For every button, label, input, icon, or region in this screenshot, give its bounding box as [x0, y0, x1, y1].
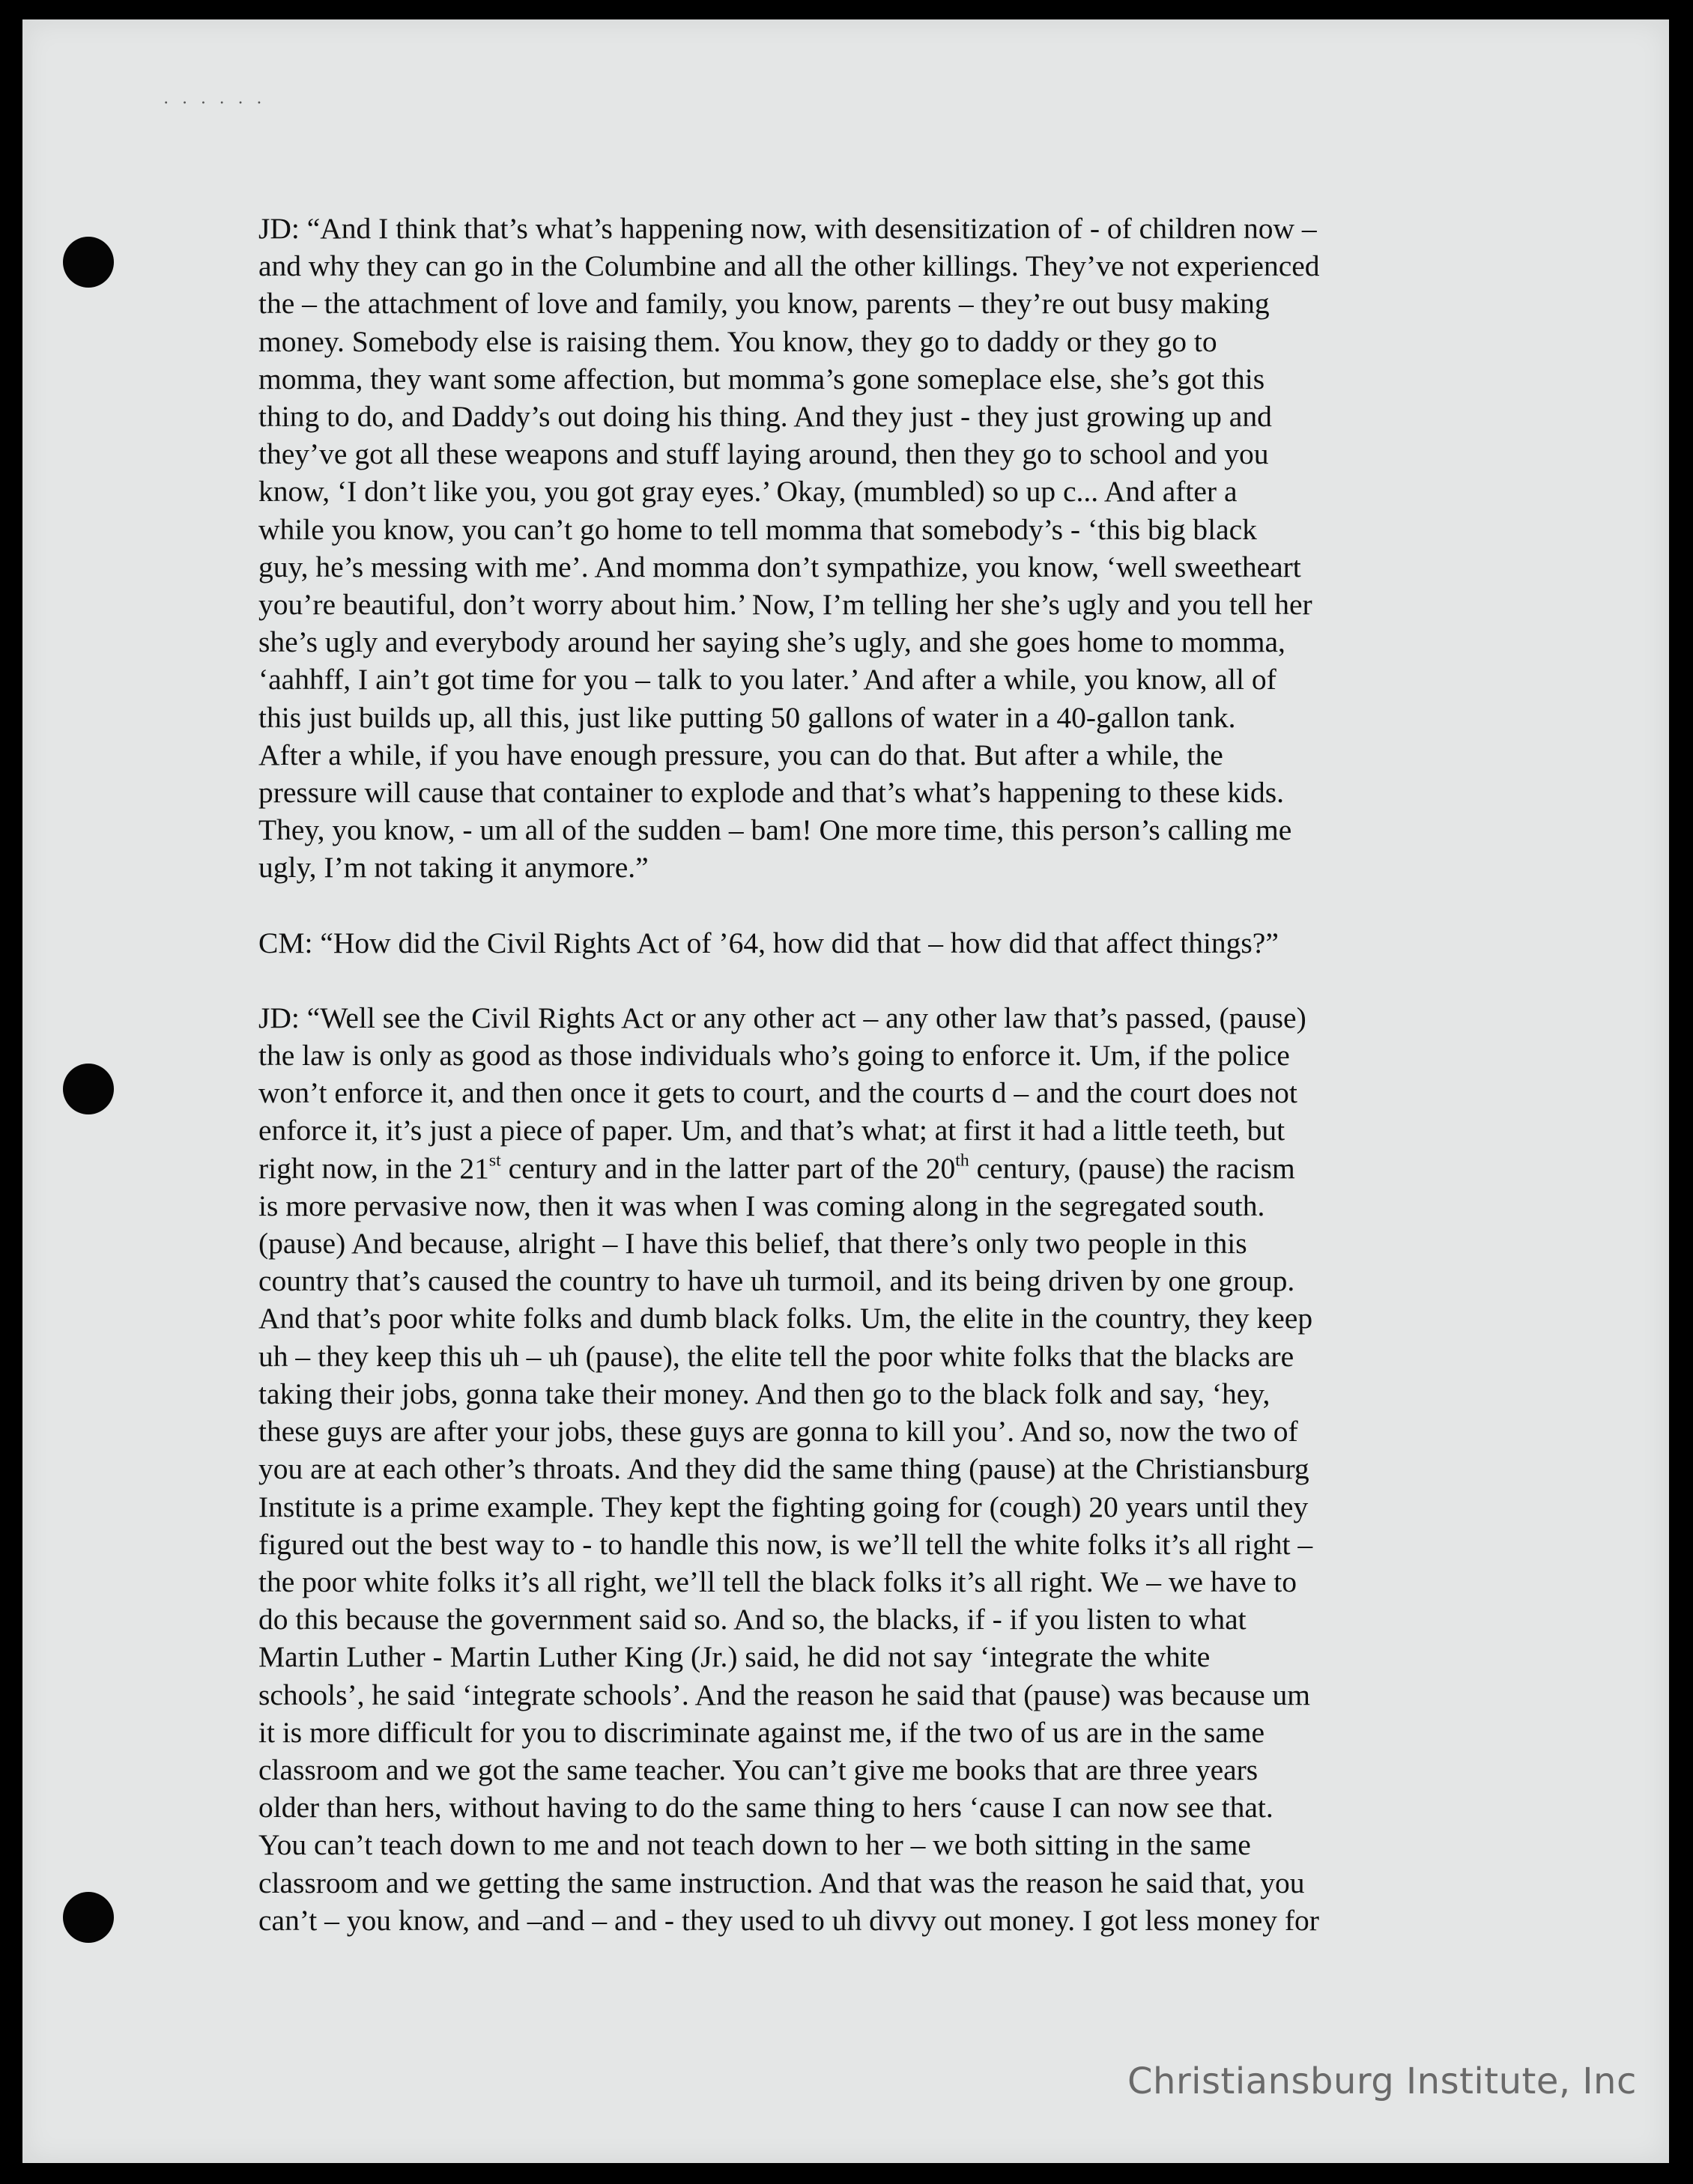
text-line: thing to do, and Daddy’s out doing his thing. And they just - they just growing up and	[258, 400, 1272, 434]
transcript-text	[258, 210, 1442, 1977]
text-line: you’re beautiful, don’t worry about him.’ Now, I’m telling her she’s ugly and you tell her	[258, 588, 1312, 622]
text-line: You can’t teach down to me and not teach down to her – we both sitting in the same	[258, 1828, 1251, 1862]
text-line: won’t enforce it, and then once it gets to court, and the courts d – and the court does not	[258, 1076, 1297, 1110]
text-line: figured out the best way to - to handle this now, is we’ll tell the white folks it’s all right –	[258, 1527, 1313, 1561]
text-line: country that’s caused the country to have uh turmoil, and its being driven by one group.	[258, 1264, 1295, 1298]
text-line: it is more difficult for you to discriminate against me, if the two of us are in the same	[258, 1715, 1265, 1749]
paragraph-jd-2	[258, 999, 1442, 1939]
text-line: can’t – you know, and –and – and - they used to uh divvy out money. I got less money for	[258, 1903, 1319, 1937]
paragraph-cm-question	[258, 924, 1442, 962]
binder-hole-top	[63, 237, 114, 288]
text-line: is more pervasive now, then it was when I was coming along in the segregated south.	[258, 1189, 1265, 1222]
text-line: Institute is a prime example. They kept the fighting going for (cough) 20 years until they	[258, 1490, 1309, 1523]
text-line: and why they can go in the Columbine and all the other killings. They’ve not experienced	[258, 249, 1320, 283]
text-line: you are at each other’s throats. And they did the same thing (pause) at the Christiansburg	[258, 1452, 1309, 1486]
text-line: right now, in the 21st century and in the latter part of the 20th century, (pause) the racism	[258, 1150, 1295, 1185]
text-line: Martin Luther - Martin Luther King (Jr.) said, he did not say ‘integrate the white	[258, 1640, 1211, 1674]
text-line: After a while, if you have enough pressure, you can do that. But after a while, the	[258, 738, 1223, 771]
text-line: the – the attachment of love and family, you know, parents – they’re out busy making	[258, 287, 1270, 321]
text-line: older than hers, without having to do the same thing to hers ‘cause I can now see that.	[258, 1791, 1273, 1824]
paper-specks: ․ ․ ․ ․ ․ ․	[163, 88, 267, 107]
text-line: (pause) And because, alright – I have this belief, that there’s only two people in this	[258, 1227, 1247, 1261]
text-line: And that’s poor white folks and dumb black folks. Um, the elite in the country, they keep	[258, 1302, 1313, 1335]
text-line: schools’, he said ‘integrate schools’. And the reason he said that (pause) was because um	[258, 1678, 1311, 1711]
text-line: JD: “And I think that’s what’s happening now, with desensitization of - of children now –	[258, 212, 1317, 245]
text-line: the poor white folks it’s all right, we’ll tell the black folks it’s all right. We – we have to	[258, 1565, 1297, 1598]
text-line: classroom and we getting the same instruction. And that was the reason he said that, you	[258, 1866, 1305, 1899]
text-line: They, you know, - um all of the sudden – bam! One more time, this person’s calling me	[258, 813, 1292, 847]
text-line: uh – they keep this uh – uh (pause), the elite tell the poor white folks that the blacks are	[258, 1339, 1294, 1373]
text-line: momma, they want some affection, but momma’s gone someplace else, she’s got this	[258, 362, 1265, 395]
paragraph-jd-1	[258, 210, 1442, 887]
text-line: pressure will cause that container to explode and that’s what’s happening to these kids.	[258, 776, 1284, 810]
text-line: money. Somebody else is raising them. You know, they go to daddy or they go to	[258, 324, 1217, 358]
watermark: Christiansburg Institute, Inc	[1127, 2060, 1637, 2102]
text-line: this just builds up, all this, just like putting 50 gallons of water in a 40-gallon tank.	[258, 700, 1236, 734]
text-line: while you know, you can’t go home to tell momma that somebody’s - ‘this big black	[258, 512, 1257, 546]
text-line: these guys are after your jobs, these guys are gonna to kill you’. And so, now the two of	[258, 1415, 1298, 1449]
text-line: ugly, I’m not taking it anymore.”	[258, 851, 649, 885]
text-line: classroom and we got the same teacher. You can’t give me books that are three years	[258, 1753, 1259, 1786]
text-line: guy, he’s messing with me’. And momma don’t sympathize, you know, ‘well sweetheart	[258, 550, 1301, 583]
text-line: know, ‘I don’t like you, you got gray eyes.’ Okay, (mumbled) so up c... And after a	[258, 475, 1238, 509]
binder-hole-middle	[63, 1064, 114, 1114]
text-line: CM: “How did the Civil Rights Act of ’64, how did that – how did that affect things?”	[258, 926, 1279, 959]
text-line: the law is only as good as those individuals who’s going to enforce it. Um, if the police	[258, 1039, 1290, 1073]
binder-hole-bottom	[63, 1892, 114, 1943]
text-line: taking their jobs, gonna take their money. And then go to the black folk and say, ‘hey,	[258, 1377, 1270, 1410]
text-line: ‘aahhff, I ain’t got time for you – talk to you later.’ And after a while, you know, all of	[258, 663, 1276, 697]
text-line: do this because the government said so. And so, the blacks, if - if you listen to what	[258, 1603, 1247, 1637]
text-line: enforce it, it’s just a piece of paper. Um, and that’s what; at first it had a little teeth, but	[258, 1114, 1285, 1147]
text-line: they’ve got all these weapons and stuff laying around, then they go to school and you	[258, 437, 1269, 471]
text-line: JD: “Well see the Civil Rights Act or any other act – any other law that’s passed, (pause)	[258, 1001, 1306, 1034]
text-line: she’s ugly and everybody around her saying she’s ugly, and she goes home to momma,	[258, 625, 1285, 659]
